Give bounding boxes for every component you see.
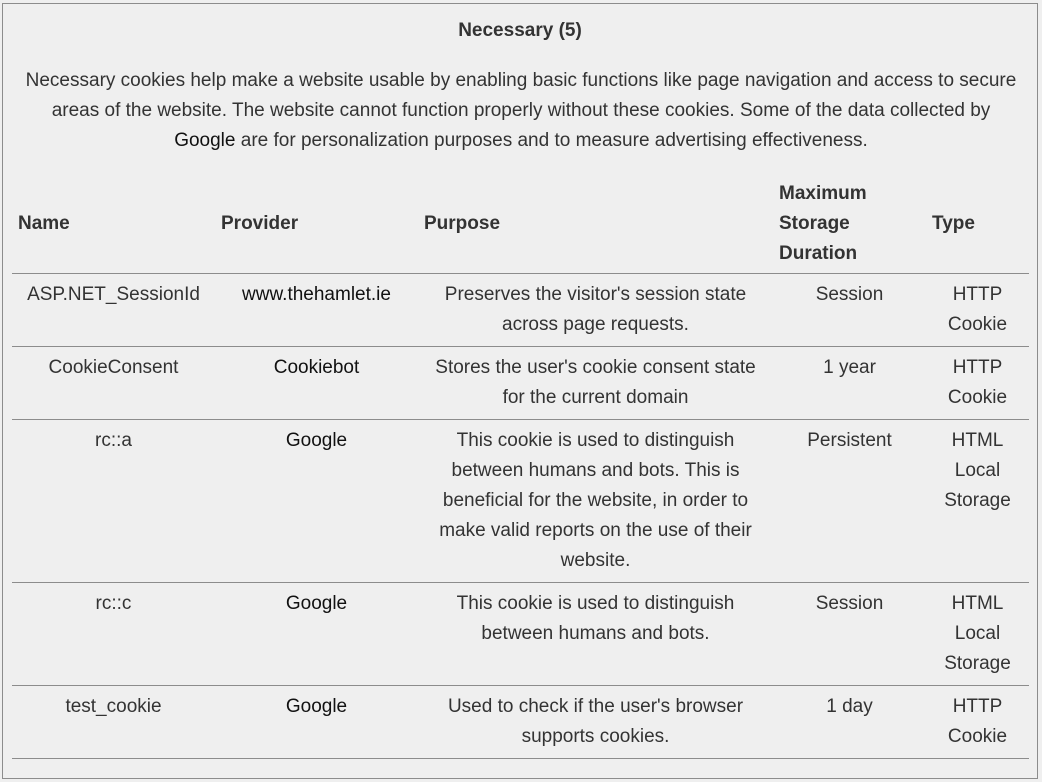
cell-duration: 1 year (773, 347, 926, 420)
cell-duration: Session (773, 583, 926, 686)
cell-name: rc::a (12, 420, 215, 583)
cell-name: ASP.NET_SessionId (12, 274, 215, 347)
cell-purpose: Stores the user's cookie consent state for the current domain (418, 347, 773, 420)
cell-type: HTTP Cookie (926, 274, 1029, 347)
cell-provider-link[interactable]: Google (215, 420, 418, 583)
header-type: Type (932, 213, 975, 234)
cell-provider-link[interactable]: Google (215, 686, 418, 759)
cell-purpose: Used to check if the user's browser supports cookies. (418, 686, 773, 759)
category-title: Necessary (5) (458, 20, 582, 41)
category-description (23, 66, 1019, 156)
cell-provider-link[interactable]: Cookiebot (215, 347, 418, 420)
cell-type: HTML Local Storage (926, 583, 1029, 686)
cell-duration: Session (773, 274, 926, 347)
cell-duration: 1 day (773, 686, 926, 759)
table-header-row (12, 179, 1029, 274)
cell-provider-link[interactable]: Google (215, 583, 418, 686)
description-text-after: are for personalization purposes and to measure advertising effectiveness. (235, 130, 868, 151)
header-provider: Provider (221, 213, 299, 234)
header-name: Name (18, 213, 70, 234)
header-purpose: Purpose (424, 213, 501, 234)
cell-duration: Persistent (773, 420, 926, 583)
cookie-table (12, 179, 1029, 759)
cell-provider-link[interactable]: www.thehamlet.ie (215, 274, 418, 347)
cell-type: HTML Local Storage (926, 420, 1029, 583)
cell-type: HTTP Cookie (926, 347, 1029, 420)
table-row (12, 274, 1029, 347)
table-row (12, 347, 1029, 420)
cell-purpose: Preserves the visitor's session state across page requests. (418, 274, 773, 347)
cell-name: CookieConsent (12, 347, 215, 420)
header-duration: Maximum Storage Duration (779, 183, 867, 264)
table-row (12, 583, 1029, 686)
cell-name: test_cookie (12, 686, 215, 759)
cell-purpose: This cookie is used to distinguish between humans and bots. This is beneficial for the website, in order to make valid reports on the use of their website. (418, 420, 773, 583)
cell-purpose: This cookie is used to distinguish between humans and bots. (418, 583, 773, 686)
cookie-category-panel (2, 3, 1038, 779)
cell-type: HTTP Cookie (926, 686, 1029, 759)
description-text-before: Necessary cookies help make a website usable by enabling basic functions like page navigation and access to secure areas of the website. The website cannot function properly without these cookies. Some of the data collected by (25, 70, 1017, 121)
cell-name: rc::c (12, 583, 215, 686)
table-row (12, 686, 1029, 759)
table-row (12, 420, 1029, 583)
google-provider-link[interactable]: Google (174, 130, 236, 151)
